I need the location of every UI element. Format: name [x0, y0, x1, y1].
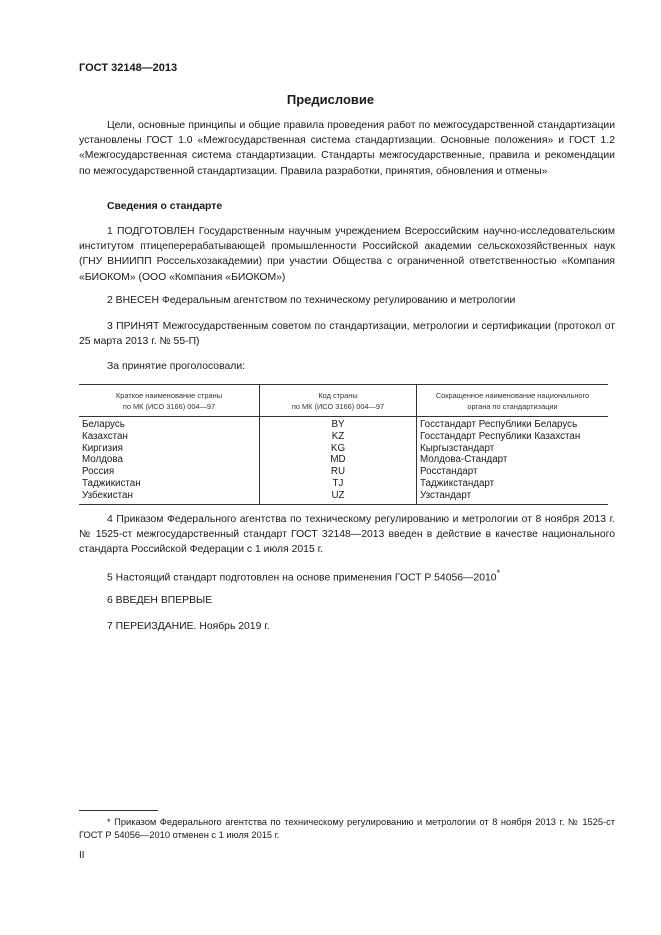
table-row — [79, 431, 608, 443]
cell-country: Россия — [79, 466, 260, 478]
cell-code: RU — [260, 466, 417, 478]
header-country-line2: по МК (ИСО 3166) 004—97 — [122, 402, 216, 411]
footnote-text: * Приказом Федерального агентства по техническому регулированию и метрологии от 8 ноября 2013 г. № 1525-ст ГОСТ Р 54056—2010 отменен с 1 июля 2015 г. — [79, 817, 615, 840]
cell-country: Молдова — [79, 454, 260, 466]
cell-code: TJ — [260, 478, 417, 490]
cell-country: Киргизия — [79, 443, 260, 455]
table-row — [79, 443, 608, 455]
page-number: II — [79, 850, 85, 861]
member-states-table — [79, 384, 608, 505]
item-6-paragraph: 6 ВВЕДЕН ВПЕРВЫЕ — [107, 595, 213, 606]
cell-organ: Росстандарт — [420, 466, 478, 478]
header-code-line2: по МК (ИСО 3166) 004—97 — [291, 402, 385, 411]
header-country — [79, 385, 260, 417]
item-1-paragraph: 1 ПОДГОТОВЛЕН Государственным научным учреждением Всероссийским научно-исследовательским институтом птицеперерабатывающей промышленности Российской академии сельскохозяйственных наук (ГНУ ВНИИПП Россельхозакадемии) при участии Общества с ограниченной ответственностью «Компания «БИОКОМ» (ООО «Компания «БИОКОМ») — [79, 226, 615, 283]
table-row — [79, 466, 608, 478]
intro-paragraph: Цели, основные принципы и общие правила проведения работ по межгосударственной стандартизации установлены ГОСТ 1.0 «Межгосударственная система стандартизации. Основные положения» и ГОСТ 1.2 «Межгосударственная система стандартизации. Стандарты межгосударственные, правила и рекомендации по межгосударственной стандартизации. Правила разработки, принятия, обновления и отмены» — [79, 120, 615, 177]
cell-code: UZ — [260, 490, 417, 504]
cell-code: KZ — [260, 431, 417, 443]
page-title: Предисловие — [286, 92, 375, 107]
table-row — [79, 490, 608, 504]
footnote-marker[interactable]: * — [496, 568, 501, 578]
section-heading: Сведения о стандарте — [107, 201, 223, 212]
voted-label: За принятие проголосовали: — [107, 361, 246, 372]
header-country-line1: Краткое наименование страны — [115, 391, 223, 400]
cell-country: Узбекистан — [79, 490, 260, 504]
footnote-divider — [79, 810, 158, 811]
cell-organ: Таджикстандарт — [420, 477, 495, 489]
item-2-paragraph: 2 ВНЕСЕН Федеральным агентством по техническому регулированию и метрологии — [107, 295, 516, 306]
header-code — [260, 385, 417, 417]
item-3-paragraph: 3 ПРИНЯТ Межгосударственным советом по стандартизации, метрологии и сертификации (протокол от 25 марта 2013 г. № 55-П) — [79, 321, 615, 348]
cell-code: BY — [260, 417, 417, 431]
header-organ-line1: Сокращенное наименование национального — [435, 391, 590, 400]
cell-country: Таджикистан — [79, 478, 260, 490]
table-header-row — [79, 385, 608, 417]
cell-organ: Госстандарт Республики Беларусь — [420, 419, 578, 430]
standard-code-header: ГОСТ 32148—2013 — [79, 62, 178, 74]
table-row — [79, 454, 608, 466]
header-organ — [417, 385, 609, 417]
item-5-text: 5 Настоящий стандарт подготовлен на основе применения ГОСТ Р 54056—2010 — [107, 572, 497, 584]
cell-organ: Молдова-Стандарт — [420, 454, 508, 466]
item-7-paragraph: 7 ПЕРЕИЗДАНИЕ. Ноябрь 2019 г. — [107, 621, 270, 632]
cell-code: MD — [260, 454, 417, 466]
cell-code: KG — [260, 443, 417, 455]
cell-country: Казахстан — [79, 431, 260, 443]
cell-organ: Кыргызстандарт — [420, 442, 495, 454]
header-organ-line2: органа по стандартизации — [467, 402, 558, 411]
cell-country: Беларусь — [79, 417, 260, 431]
table-row — [79, 478, 608, 490]
item-4-paragraph: 4 Приказом Федерального агентства по техническому регулированию и метрологии от 8 ноября 2013 г. № 1525-ст межгосударственный стандарт ГОСТ 32148—2013 введен в действие в качестве национального стандарта Российской Федерации с 1 июля 2015 г. — [79, 514, 615, 556]
table-row — [79, 417, 608, 431]
header-code-line1: Код страны — [318, 391, 358, 400]
item-5-paragraph — [79, 566, 615, 586]
cell-organ: Узстандарт — [420, 489, 472, 501]
cell-organ: Госстандарт Республики Казахстан — [420, 430, 581, 442]
